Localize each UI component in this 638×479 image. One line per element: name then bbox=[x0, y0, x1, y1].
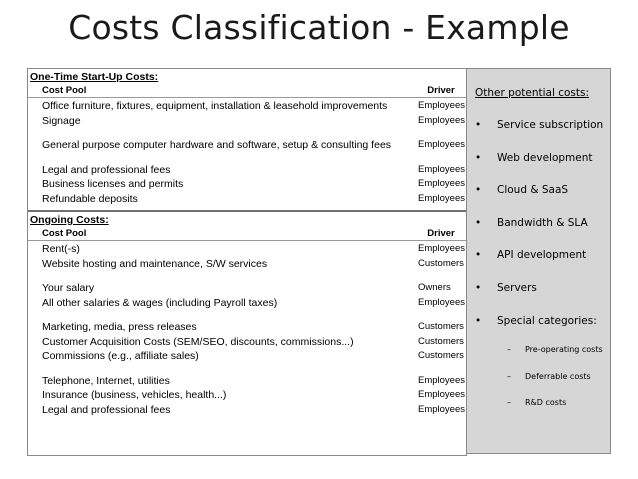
one-time-section bbox=[28, 69, 466, 206]
driver-cell: Employees bbox=[418, 296, 465, 308]
table-row bbox=[28, 192, 466, 207]
cost-pool-cell: Legal and professional fees bbox=[42, 163, 171, 176]
cost-pool-cell: Refundable deposits bbox=[42, 192, 138, 205]
table-header bbox=[28, 227, 466, 241]
driver-cell: Customers bbox=[418, 257, 464, 269]
cost-pool-cell: Commissions (e.g., affiliate sales) bbox=[42, 350, 199, 362]
cost-pool-cell: Marketing, media, press releases bbox=[42, 321, 197, 333]
dash-icon: – bbox=[507, 398, 511, 407]
table-row bbox=[28, 163, 466, 178]
other-costs-item-label: Bandwidth & SLA bbox=[497, 216, 588, 229]
other-costs-panel bbox=[466, 68, 611, 454]
other-costs-item-label: Special categories: bbox=[497, 314, 597, 327]
table-row bbox=[28, 374, 466, 389]
cost-pool-cell: General purpose computer hardware and software, setup & consulting fees bbox=[42, 139, 392, 151]
row-gap bbox=[28, 128, 466, 138]
cost-pool-cell: Signage bbox=[42, 114, 81, 127]
table-row bbox=[28, 257, 466, 272]
row-gap bbox=[28, 271, 466, 281]
table-row bbox=[28, 349, 466, 364]
special-category-label: Pre-operating costs bbox=[525, 345, 603, 354]
driver-cell: Owners bbox=[418, 282, 451, 293]
cost-pool-cell: Rent(-s) bbox=[42, 243, 80, 255]
table-row bbox=[28, 114, 466, 129]
driver-cell: Employees bbox=[418, 243, 465, 254]
driver-cell: Employees bbox=[418, 114, 465, 126]
table-row bbox=[28, 296, 466, 311]
other-costs-item-label: Servers bbox=[497, 282, 537, 294]
table-row bbox=[28, 403, 466, 418]
dash-icon: – bbox=[507, 345, 511, 354]
column-header-cost-pool: Cost Pool bbox=[42, 85, 87, 96]
section-title: Ongoing Costs: bbox=[30, 214, 109, 226]
dash-icon: – bbox=[507, 371, 511, 381]
driver-cell: Employees bbox=[418, 163, 465, 175]
column-header-driver: Driver bbox=[427, 228, 455, 239]
cost-pool-cell: Telephone, Internet, utilities bbox=[42, 374, 170, 387]
driver-cell: Employees bbox=[418, 178, 465, 189]
bullet-icon: • bbox=[475, 314, 482, 327]
driver-cell: Employees bbox=[418, 192, 465, 204]
table-row bbox=[28, 388, 466, 403]
table-row bbox=[28, 177, 466, 192]
bullet-icon: • bbox=[475, 249, 482, 262]
cost-pool-cell: Website hosting and maintenance, S/W services bbox=[42, 257, 268, 270]
cost-pool-cell: Your salary bbox=[42, 282, 95, 294]
driver-cell: Employees bbox=[418, 403, 465, 415]
bullet-icon: • bbox=[475, 119, 482, 131]
special-category-item bbox=[507, 345, 603, 354]
other-costs-item bbox=[475, 152, 593, 164]
other-costs-item-label: Cloud & SaaS bbox=[497, 184, 569, 197]
driver-cell: Employees bbox=[418, 100, 465, 111]
special-category-label: R&D costs bbox=[525, 398, 567, 407]
other-costs-item-label: API development bbox=[497, 249, 587, 262]
bullet-icon: • bbox=[475, 151, 482, 164]
table-row bbox=[28, 320, 466, 335]
row-gap bbox=[28, 364, 466, 374]
row-gap bbox=[28, 153, 466, 163]
other-costs-item-label: Web development bbox=[497, 151, 593, 164]
driver-cell: Employees bbox=[418, 139, 465, 150]
cost-pool-cell: All other salaries & wages (including Payroll taxes) bbox=[42, 296, 278, 309]
other-costs-item bbox=[475, 315, 597, 327]
table-row bbox=[28, 335, 466, 350]
one-time-rows bbox=[28, 99, 466, 206]
cost-pool-cell: Office furniture, fixtures, equipment, installation & leasehold improvements bbox=[42, 100, 388, 112]
cost-pool-cell: Business licenses and permits bbox=[42, 178, 184, 190]
driver-cell: Employees bbox=[418, 374, 465, 386]
driver-cell: Customers bbox=[418, 350, 464, 361]
bullet-icon: • bbox=[475, 282, 482, 294]
bullet-icon: • bbox=[475, 216, 482, 229]
other-costs-item bbox=[475, 184, 568, 196]
other-costs-item bbox=[475, 249, 586, 261]
driver-cell: Employees bbox=[418, 389, 465, 400]
cost-pool-cell: Insurance (business, vehicles, health...) bbox=[42, 389, 227, 401]
table-row bbox=[28, 242, 466, 257]
other-costs-item bbox=[475, 217, 588, 229]
table-header bbox=[28, 84, 466, 98]
driver-cell: Customers bbox=[418, 335, 464, 347]
column-header-cost-pool: Cost Pool bbox=[42, 228, 87, 239]
special-category-label: Deferrable costs bbox=[525, 371, 591, 381]
row-gap bbox=[28, 310, 466, 320]
other-costs-item bbox=[475, 282, 537, 294]
driver-cell: Customers bbox=[418, 321, 464, 332]
special-category-item bbox=[507, 398, 566, 407]
other-costs-heading: Other potential costs: bbox=[475, 87, 589, 99]
table-row bbox=[28, 281, 466, 296]
section-title: One-Time Start-Up Costs: bbox=[30, 71, 159, 83]
special-category-item bbox=[507, 372, 591, 381]
table-row bbox=[28, 138, 466, 153]
cost-pool-cell: Customer Acquisition Costs (SEM/SEO, discounts, commissions...) bbox=[42, 335, 354, 348]
table-row bbox=[28, 99, 466, 114]
cost-pool-cell: Legal and professional fees bbox=[42, 403, 171, 416]
bullet-icon: • bbox=[475, 184, 482, 197]
other-costs-item bbox=[475, 119, 603, 131]
cost-table bbox=[27, 68, 467, 456]
ongoing-rows bbox=[28, 242, 466, 417]
column-header-driver: Driver bbox=[427, 85, 455, 96]
page-title: Costs Classification - Example bbox=[68, 8, 570, 47]
ongoing-section bbox=[28, 212, 466, 417]
other-costs-item-label: Service subscription bbox=[497, 119, 604, 131]
